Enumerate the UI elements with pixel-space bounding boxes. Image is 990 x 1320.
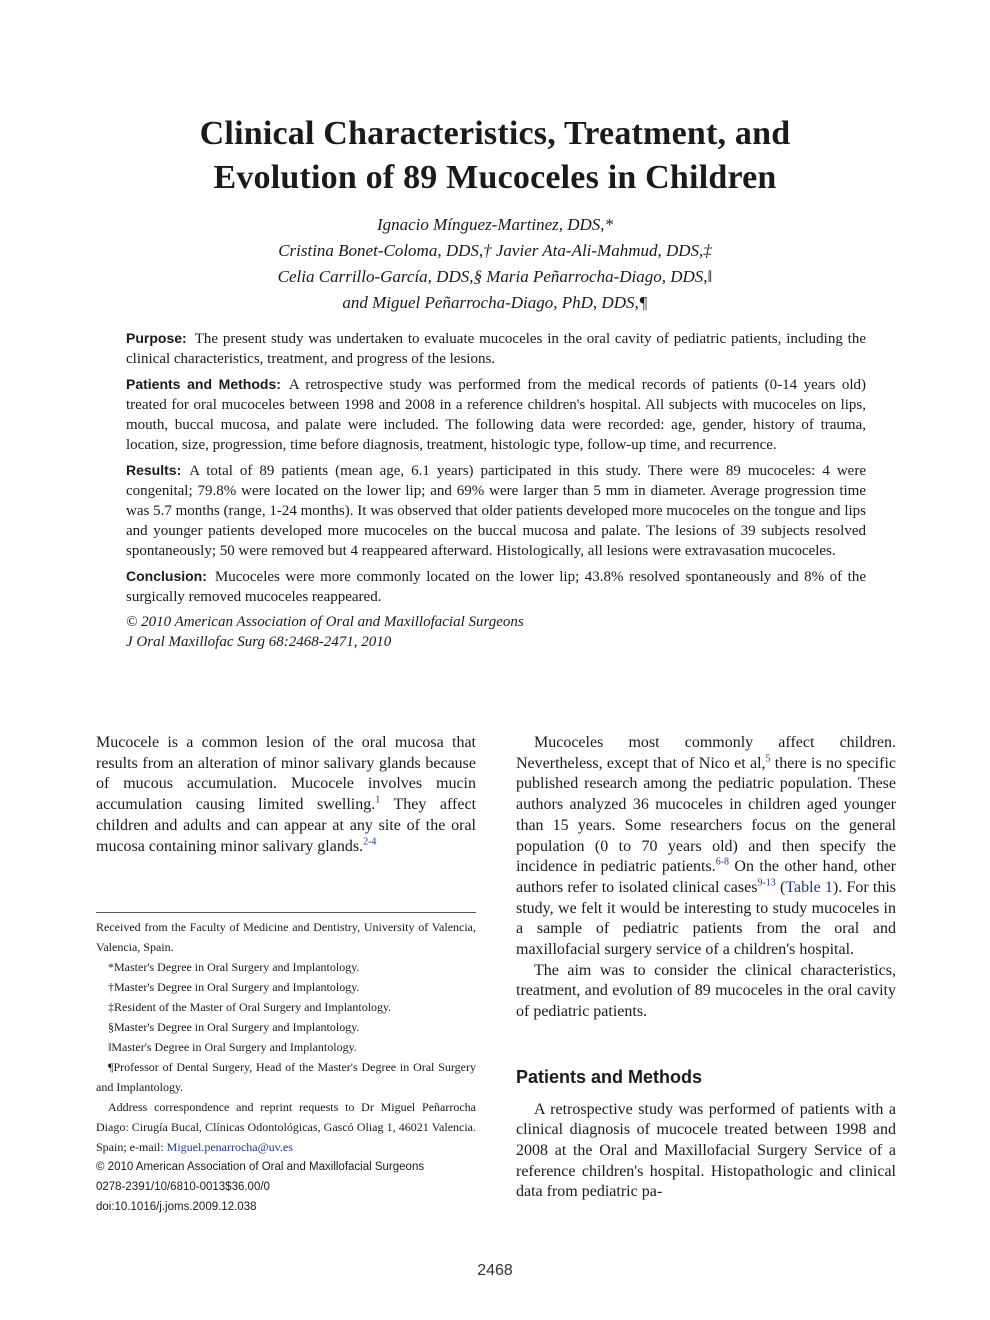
footnote-copyright: © 2010 American Association of Oral and Maxillofacial Surgeons xyxy=(96,1161,425,1173)
methods-label: Patients and Methods: xyxy=(126,376,281,392)
footnotes xyxy=(96,912,476,1217)
body-paragraph: A retrospective study was performed of patients with a clinical diagnosis of mucocele treated between 1998 and 2008 at the Oral and Maxillofacial Surgery Service of a reference children's hospital. Histopathologic and clinical data from pediatric pa- xyxy=(516,1100,896,1201)
page-number: 2468 xyxy=(477,1262,513,1279)
email-link[interactable]: Miguel.penarrocha@uv.es xyxy=(166,1140,293,1154)
footnote: ‡Resident of the Master of Oral Surgery and Implantology. xyxy=(108,1000,392,1014)
footnote: *Master's Degree in Oral Surgery and Implantology. xyxy=(108,960,360,974)
body-text: ). For this study, we felt it would be interesting to study mucoceles in a sample of pediatric patients from the oral and maxillofacial surgery service of a children's hospital. xyxy=(516,878,897,959)
reference-link[interactable]: 6-8 xyxy=(715,856,730,868)
body-text: there is no specific published research among the pediatric population. These authors analyzed 36 mucoceles in children aged younger than 15 years. Some researchers focus on the general population (0 to 70 years old) and then specify the incidence in pediatric patients. xyxy=(516,754,896,876)
table-link[interactable]: Table 1 xyxy=(785,878,833,896)
abstract-citation: J Oral Maxillofac Surg 68:2468-2471, 2010 xyxy=(126,634,392,650)
author-list xyxy=(0,212,990,316)
conclusion-text: Mucoceles were more commonly located on the lower lip; 43.8% resolved spontaneously and 8% of the surgically removed mucoceles reappeared. xyxy=(126,569,866,605)
conclusion-label: Conclusion: xyxy=(126,568,207,584)
purpose-label: Purpose: xyxy=(126,330,187,346)
author-line: and Miguel Peñarrocha-Diago, PhD, DDS,¶ xyxy=(342,293,648,312)
body-paragraph: The aim was to consider the clinical characteristics, treatment, and evolution of 89 mucoceles in the oral cavity of pediatric patients. xyxy=(516,961,896,1021)
reference-link[interactable]: 2-4 xyxy=(363,836,377,848)
title-line-2: Evolution of 89 Mucoceles in Children xyxy=(213,159,777,196)
footnote-received: Received from the Faculty of Medicine and Dentistry, University of Valencia, Valencia, Spain. xyxy=(96,920,476,954)
footnote-issn: 0278-2391/10/6810-0013$36.00/0 xyxy=(96,1181,270,1193)
body-text: On the other hand, other authors refer to isolated clinical cases xyxy=(516,858,896,896)
intro-paragraph xyxy=(96,733,476,857)
footnote: ‖Master's Degree in Oral Surgery and Implantology. xyxy=(108,1040,357,1054)
intro-text: Mucocele is a common lesion of the oral mucosa that results from an alteration of minor salivary glands because of mucous accumulation. Mucocele involves mucin accumulation causing limited swelling. xyxy=(96,734,476,814)
footnote: †Master's Degree in Oral Surgery and Implantology. xyxy=(108,980,360,994)
address-text: Address correspondence and reprint requests to Dr Miguel Peñarrocha Diago: Cirugía Bucal, Clínicas Odontológicas, Gascó Oliag 1, 46021 Valencia. Spain; e-mail: xyxy=(96,1100,476,1154)
methods-text: A retrospective study was performed from the medical records of patients (0-14 years old) treated for oral mucoceles between 1998 and 2008 in a reference children's hospital. All subjects with mucoceles on lips, mouth, buccal mucosa, and palate were included. The following data were recorded: age, gender, history of trauma, location, size, progression, time before diagnosis, treatment, histologic type, follow-up time, and recurrence. xyxy=(126,377,866,453)
abstract-methods xyxy=(126,374,866,455)
body-text: Mucoceles most commonly affect children. Nevertheless, except that of Nico et al, xyxy=(516,734,896,772)
author-line: Ignacio Mínguez-Martinez, DDS,* xyxy=(376,215,614,234)
abstract-purpose xyxy=(126,328,866,369)
abstract xyxy=(126,328,866,652)
reference-link[interactable]: 1 xyxy=(375,794,381,806)
abstract-results xyxy=(126,460,866,561)
body-paragraph: Mucoceles most commonly affect children. Nevertheless, except that of Nico et al,$^5$ there is no specific published research among the pediatric population. These authors analyzed 36 mucoceles in children aged younger than 15 years. Some researchers focus on the general population (0 to 70 years old) and then specify the incidence in pediatric patients.$^{6-8}$ On the other hand, other authors refer to isolated clinical cases$^{9-13}$ (Table 1). For this study, we felt it would be interesting to study mucoceles in a sample of pediatric patients from the oral and maxillofacial surgery service of a children's hospital. xyxy=(516,734,897,959)
article-title xyxy=(0,112,990,200)
results-text: A total of 89 patients (mean age, 6.1 years) participated in this study. There were 89 mucoceles: 4 were congenital; 79.8% were located on the lower lip; and 69% were larger than 5 mm in diameter. Average progression time was 5.7 months (range, 1-24 months). It was observed that older patients developed more mucoceles on the tongue and lips and younger patients developed more mucoceles on the buccal mucosa and palate. The lesions of 39 subjects resolved spontaneously; 50 were removed but 4 reappeared afterward. Histologically, all lesions were extravasation mucoceles. xyxy=(126,463,866,559)
author-line: Celia Carrillo-García, DDS,§ Maria Peñarrocha-Diago, DDS,‖ xyxy=(277,267,713,286)
footnote: ¶Professor of Dental Surgery, Head of the Master's Degree in Oral Surgery and Implantology. xyxy=(96,1060,476,1094)
abstract-conclusion xyxy=(126,566,866,607)
left-column xyxy=(96,733,476,857)
footnote: §Master's Degree in Oral Surgery and Implantology. xyxy=(108,1020,360,1034)
right-column xyxy=(516,733,896,1203)
results-label: Results: xyxy=(126,462,182,478)
author-line: Cristina Bonet-Coloma, DDS,† Javier Ata-Ali-Mahmud, DDS,‡ xyxy=(278,241,712,260)
intro-text: They affect children and adults and can appear at any site of the oral mucosa containing minor salivary glands. xyxy=(96,796,477,855)
purpose-text: The present study was undertaken to evaluate mucoceles in the oral cavity of pediatric patients, including the clinical characteristics, treatment, and progress of the lesions. xyxy=(126,331,866,367)
section-heading: Patients and Methods xyxy=(516,1066,703,1087)
footnote-doi: doi:10.1016/j.joms.2009.12.038 xyxy=(96,1201,257,1213)
reference-link[interactable]: 5 xyxy=(765,753,771,765)
reference-link[interactable]: 9-13 xyxy=(757,877,776,889)
footnote-address xyxy=(96,1097,476,1157)
abstract-copyright: © 2010 American Association of Oral and Maxillofacial Surgeons xyxy=(126,614,524,630)
title-line-1: Clinical Characteristics, Treatment, and xyxy=(199,115,791,152)
